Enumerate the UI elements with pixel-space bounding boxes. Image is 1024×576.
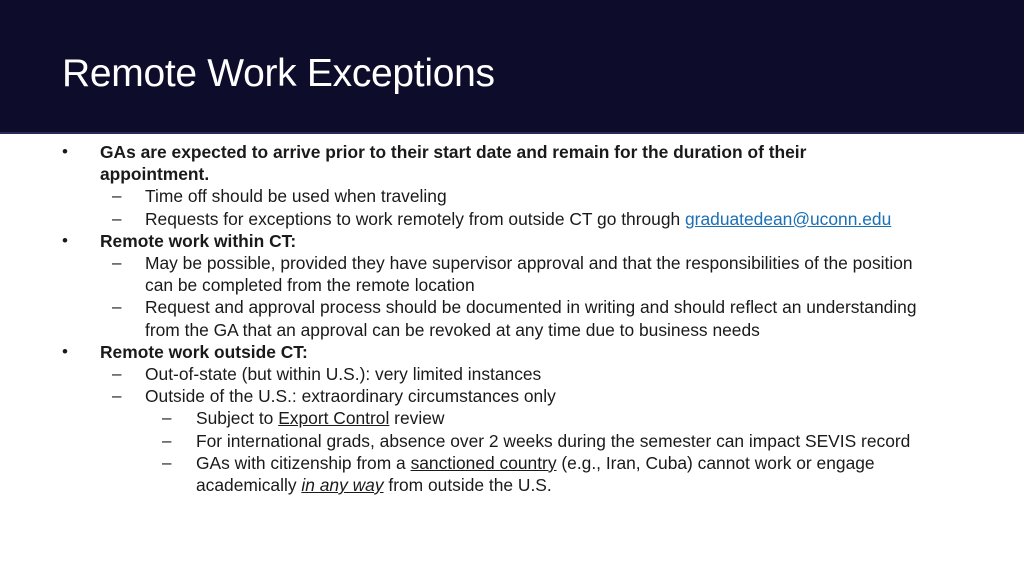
dash-bullet-icon: –	[162, 452, 172, 472]
emphasis-text: in any way	[301, 475, 384, 496]
list-item	[0, 452, 1024, 496]
item-text-prefix: Subject to	[196, 408, 279, 429]
item-text: Time off should be used when traveling	[145, 186, 447, 207]
item-text: GAs are expected to arrive prior to their start date and remain for the duration of their appointment.	[100, 142, 807, 185]
disc-bullet-icon: •	[62, 230, 68, 250]
dash-bullet-icon: –	[112, 186, 122, 206]
item-text	[196, 407, 964, 429]
item-text: Request and approval process should be documented in writing and should reflect an understanding from the GA that an approval can be revoked at any time due to business needs	[145, 297, 917, 340]
list-item	[0, 385, 1024, 407]
item-text-middle: (e.g., Iran, Cuba) cannot work or engage academically	[196, 452, 875, 496]
dash-bullet-icon: –	[112, 253, 122, 273]
disc-bullet-icon: •	[62, 142, 68, 161]
item-text-suffix: review	[389, 408, 445, 429]
dash-bullet-icon: –	[112, 297, 122, 317]
dash-bullet-icon: –	[112, 386, 122, 406]
item-text: Out-of-state (but within U.S.): very limited instances	[145, 364, 542, 385]
item-text-suffix: from outside the U.S.	[383, 475, 552, 496]
item-text: Remote work outside CT:	[100, 341, 308, 362]
dash-bullet-icon: –	[162, 430, 172, 450]
export-control-link[interactable]: Export Control	[278, 408, 390, 429]
list-item	[0, 208, 1024, 230]
item-text: Remote work within CT:	[100, 230, 297, 251]
title-bar	[0, 0, 1024, 134]
email-link[interactable]: graduatedean@uconn.edu	[685, 208, 892, 229]
list-item	[0, 407, 1024, 429]
list-item	[0, 252, 1024, 296]
sanctioned-country-link[interactable]: sanctioned country	[410, 452, 557, 473]
disc-bullet-icon: •	[62, 341, 68, 361]
dash-bullet-icon: –	[162, 408, 172, 428]
list-item	[0, 141, 1024, 185]
item-text	[196, 452, 964, 496]
item-text-prefix: Requests for exceptions to work remotely from outside CT go through	[145, 208, 686, 229]
list-item	[0, 341, 1024, 363]
list-item	[0, 430, 1024, 452]
dash-bullet-icon: –	[112, 208, 122, 228]
item-text-prefix: GAs with citizenship from a	[196, 452, 411, 473]
list-item	[0, 185, 1024, 207]
list-item	[0, 230, 1024, 252]
dash-bullet-icon: –	[112, 364, 122, 384]
item-text: May be possible, provided they have supervisor approval and that the responsibilities of the position can be completed from the remote location	[145, 253, 913, 296]
bullet-list	[0, 141, 1024, 496]
item-text: Outside of the U.S.: extraordinary circumstances only	[145, 386, 556, 407]
item-text	[145, 208, 932, 230]
list-item	[0, 296, 1024, 340]
item-text: For international grads, absence over 2 weeks during the semester can impact SEVIS record	[196, 430, 911, 451]
list-item	[0, 363, 1024, 385]
slide-title: Remote Work Exceptions	[62, 52, 495, 95]
